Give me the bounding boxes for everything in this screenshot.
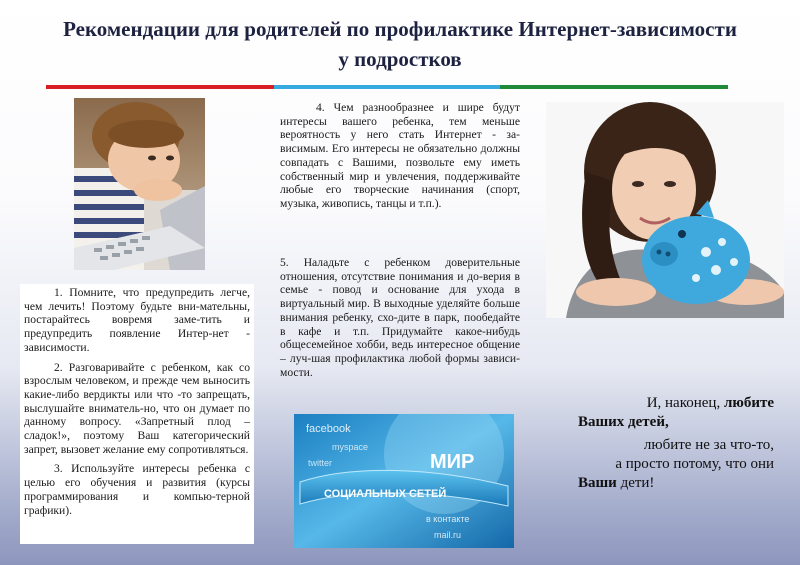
page-title-line-2: у подростков <box>338 47 462 71</box>
divider-green <box>500 85 728 89</box>
page-title <box>0 14 800 74</box>
social-word-vkontakte: в контакте <box>426 514 470 524</box>
social-word-mir: МИР <box>430 451 475 473</box>
social-networks-image <box>294 414 514 548</box>
closing-line-1 <box>578 394 774 413</box>
recommendations-left-box <box>20 284 254 544</box>
divider-red <box>46 85 274 89</box>
closing-line-1-bold: любите <box>723 395 774 411</box>
recommendation-3: 3. Используйте интересы ребенка с целью его обучения и развития (курсы программирования и компью-терной графики). <box>24 462 250 517</box>
closing-line-3: любите не за что-то, <box>643 437 774 453</box>
recommendation-5-block <box>280 256 520 379</box>
closing-line-5 <box>578 474 774 493</box>
photo-boy-at-laptop <box>74 98 205 270</box>
recommendation-4-block <box>280 101 520 211</box>
recommendation-5: 5. Наладьте с ребенком доверительные отношения, отсутствие понимания и до-верия в семье - повод и основание для ухода в виртуальный мир. В выходные уделяйте больше внимания ребенку, схо-дите в парк, пообедайте в кафе и т.п. Придумайте какое-нибудь общесемейное хобби, ведь интересное общение – луч-шая профилактика любой формы зависи-мости. <box>280 256 520 379</box>
closing-line-2 <box>578 413 774 432</box>
closing-line-4: а просто потому, что они <box>615 456 774 472</box>
closing-line-5-text: дети! <box>616 475 655 491</box>
closing-message <box>578 394 774 493</box>
recommendation-1: 1. Помните, что предупредить легче, чем лечить! Поэтому будьте вни-мательны, постарайтесь вовремя заме-тить и предупредить появление Интер-нет - зависимости. <box>24 286 250 354</box>
closing-line-1-text: И, наконец, <box>646 395 724 411</box>
closing-line-2-bold: Ваших детей, <box>578 414 669 430</box>
social-word-networks: СОЦИАЛЬНЫХ СЕТЕЙ <box>324 488 447 500</box>
page-title-line-1: Рекомендации для родителей по профилактике Интернет-зависимости <box>63 17 737 41</box>
social-word-mailru: mail.ru <box>434 530 462 540</box>
photo-girl-with-piggy-bank <box>546 102 784 318</box>
social-word-twitter: twitter <box>308 458 333 468</box>
divider-blue <box>274 85 500 89</box>
closing-line-5-bold: Ваши <box>578 475 617 491</box>
social-word-myspace: myspace <box>332 442 369 452</box>
recommendation-4: 4. Чем разнообразнее и шире будут интересы вашего ребенка, тем меньше вероятность у него стать Интернет - за-висимым. Его интересы не обязательно должны совпадать с Вашими, позвольте ему иметь собственный мир и увлечения, поддерживайте любые его творческие начинания (спорт, музыка, живопись, танцы и т.п.). <box>280 101 520 210</box>
recommendation-2: 2. Разговаривайте с ребенком, как со взрослым человеком, и прежде чем выносить какие-либо вердикты или что -то запрещать, выслушайте вниматель-но, что он думает по данному вопросу. «Запретный плод – сладок!», поэтому Ваш категорический запрет, вызовет желание ему сопротивляться. <box>24 360 250 456</box>
social-word-facebook: facebook <box>306 423 351 435</box>
